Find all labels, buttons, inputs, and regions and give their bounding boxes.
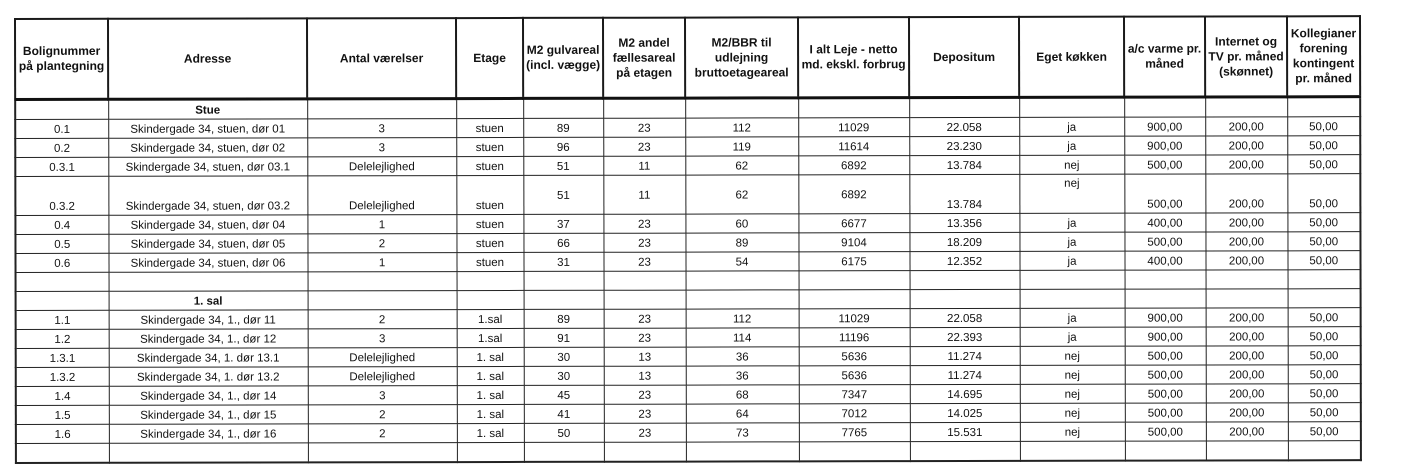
cell-kontingent: 50,00 bbox=[1288, 422, 1361, 441]
cell-antal-vaerelser: 2 bbox=[307, 234, 456, 253]
empty-cell bbox=[524, 442, 604, 462]
cell-eget-koekken: nej bbox=[1020, 422, 1125, 441]
empty-cell bbox=[603, 98, 685, 118]
cell-internet-tv: 200,00 bbox=[1206, 327, 1288, 346]
cell-bolignummer: 1.5 bbox=[16, 405, 109, 424]
cell-m2-gulvareal: 37 bbox=[523, 214, 603, 233]
cell-internet-tv: 200,00 bbox=[1205, 232, 1287, 251]
cell-internet-tv: 200,00 bbox=[1205, 136, 1287, 155]
empty-cell bbox=[16, 272, 109, 291]
empty-cell bbox=[686, 271, 799, 290]
cell-adresse: Skindergade 34, 1., dør 14 bbox=[109, 386, 308, 405]
cell-eget-koekken: ja bbox=[1019, 213, 1124, 232]
header-adresse: Adresse bbox=[108, 18, 307, 99]
cell-depositum: 23.230 bbox=[909, 136, 1019, 155]
cell-m2-faellesareal: 23 bbox=[604, 328, 686, 347]
header-internet-tv: Internet og TV pr. måned (skønnet) bbox=[1205, 16, 1287, 97]
table-body bbox=[15, 97, 1361, 463]
cell-m2-bbr: 114 bbox=[686, 328, 799, 347]
cell-etage: stuen bbox=[456, 175, 523, 214]
cell-internet-tv: 200,00 bbox=[1206, 346, 1288, 365]
cell-m2-faellesareal: 23 bbox=[604, 404, 686, 423]
cell-m2-faellesareal: 23 bbox=[604, 423, 686, 442]
empty-cell bbox=[1288, 289, 1361, 308]
cell-eget-koekken: ja bbox=[1019, 251, 1124, 270]
cell-depositum: 22.393 bbox=[910, 327, 1020, 346]
cell-kontingent: 50,00 bbox=[1288, 384, 1361, 403]
cell-internet-tv: 200,00 bbox=[1205, 174, 1287, 213]
cell-etage: 1.sal bbox=[457, 328, 524, 347]
section-title: 1. sal bbox=[109, 291, 308, 310]
cell-m2-faellesareal: 11 bbox=[603, 175, 685, 214]
cell-bolignummer: 1.1 bbox=[16, 310, 109, 329]
cell-m2-gulvareal: 31 bbox=[523, 252, 603, 271]
cell-bolignummer: 1.3.1 bbox=[16, 348, 109, 367]
header-antal-vaerelser: Antal værelser bbox=[307, 18, 456, 99]
cell-leje-netto: 5636 bbox=[799, 366, 910, 385]
empty-cell bbox=[1206, 441, 1288, 461]
cell-adresse: Skindergade 34, stuen, dør 02 bbox=[108, 138, 307, 157]
cell-adresse: Skindergade 34, stuen, dør 04 bbox=[108, 215, 307, 234]
cell-internet-tv: 200,00 bbox=[1206, 403, 1288, 422]
rental-units-table bbox=[14, 15, 1362, 464]
empty-cell bbox=[308, 443, 457, 463]
header-ac-varme: a/c varme pr. måned bbox=[1124, 17, 1205, 98]
empty-cell bbox=[685, 98, 798, 118]
cell-etage: stuen bbox=[456, 137, 523, 156]
cell-leje-netto: 6892 bbox=[798, 156, 909, 175]
cell-m2-bbr: 60 bbox=[685, 214, 798, 233]
cell-eget-koekken: nej bbox=[1020, 346, 1125, 365]
cell-bolignummer: 1.6 bbox=[16, 424, 109, 443]
cell-m2-faellesareal: 23 bbox=[603, 252, 685, 271]
empty-cell bbox=[1287, 97, 1360, 117]
empty-cell bbox=[1124, 97, 1205, 117]
cell-m2-bbr: 62 bbox=[685, 175, 798, 214]
cell-m2-gulvareal: 51 bbox=[523, 175, 603, 214]
empty-cell bbox=[910, 289, 1020, 308]
header-depositum: Depositum bbox=[909, 17, 1019, 98]
cell-leje-netto: 7012 bbox=[799, 404, 910, 423]
cell-etage: stuen bbox=[456, 252, 523, 271]
header-m2-faellesareal: M2 andel fællesareal på etagen bbox=[603, 18, 685, 99]
cell-m2-faellesareal: 23 bbox=[604, 309, 686, 328]
cell-bolignummer: 0.6 bbox=[15, 253, 108, 272]
cell-adresse: Skindergade 34, 1., dør 12 bbox=[109, 329, 308, 348]
cell-kontingent: 50,00 bbox=[1287, 155, 1360, 174]
section-title: Stue bbox=[108, 99, 307, 119]
cell-depositum: 22.058 bbox=[909, 117, 1019, 136]
cell-internet-tv: 200,00 bbox=[1206, 384, 1288, 403]
cell-m2-bbr: 112 bbox=[686, 309, 799, 328]
cell-eget-koekken: ja bbox=[1020, 327, 1125, 346]
cell-kontingent: 50,00 bbox=[1288, 308, 1361, 327]
empty-cell bbox=[799, 271, 910, 290]
cell-m2-bbr: 36 bbox=[686, 347, 799, 366]
cell-m2-faellesareal: 13 bbox=[604, 347, 686, 366]
cell-depositum: 11.274 bbox=[910, 346, 1020, 365]
cell-ac-varme: 500,00 bbox=[1125, 384, 1206, 403]
empty-cell bbox=[1019, 97, 1124, 117]
cell-m2-gulvareal: 41 bbox=[524, 404, 604, 423]
cell-etage: 1. sal bbox=[457, 347, 524, 366]
cell-ac-varme: 900,00 bbox=[1125, 308, 1206, 327]
empty-cell bbox=[604, 290, 686, 309]
empty-cell bbox=[523, 98, 603, 118]
cell-m2-bbr: 73 bbox=[686, 423, 799, 442]
empty-cell bbox=[604, 442, 686, 462]
cell-antal-vaerelser: 2 bbox=[308, 424, 457, 443]
empty-cell bbox=[910, 441, 1020, 461]
cell-leje-netto: 6892 bbox=[798, 175, 909, 214]
cell-antal-vaerelser: Delelejlighed bbox=[307, 157, 456, 176]
table-row bbox=[15, 174, 1360, 216]
cell-m2-faellesareal: 23 bbox=[603, 214, 685, 233]
cell-antal-vaerelser: 2 bbox=[308, 310, 457, 329]
empty-cell bbox=[109, 443, 308, 463]
cell-bolignummer: 0.1 bbox=[15, 119, 108, 138]
cell-antal-vaerelser: 3 bbox=[307, 138, 456, 157]
empty-cell bbox=[15, 99, 108, 119]
header-row bbox=[15, 16, 1360, 99]
cell-bolignummer: 1.4 bbox=[16, 386, 109, 405]
empty-cell bbox=[308, 291, 457, 310]
cell-internet-tv: 200,00 bbox=[1206, 308, 1288, 327]
empty-cell bbox=[524, 290, 604, 309]
empty-cell bbox=[1206, 289, 1288, 308]
empty-cell bbox=[686, 442, 799, 462]
cell-depositum: 14.025 bbox=[910, 403, 1020, 422]
empty-cell bbox=[686, 290, 799, 309]
empty-cell bbox=[909, 97, 1019, 117]
empty-cell bbox=[1288, 270, 1361, 289]
empty-cell bbox=[524, 271, 604, 290]
cell-eget-koekken: nej bbox=[1020, 403, 1125, 422]
cell-m2-faellesareal: 23 bbox=[603, 137, 685, 156]
cell-m2-faellesareal: 13 bbox=[604, 366, 686, 385]
empty-cell bbox=[604, 271, 686, 290]
cell-m2-gulvareal: 89 bbox=[523, 118, 603, 137]
cell-internet-tv: 200,00 bbox=[1205, 155, 1287, 174]
cell-antal-vaerelser: 3 bbox=[308, 386, 457, 405]
cell-eget-koekken: ja bbox=[1019, 117, 1124, 136]
cell-bolignummer: 1.2 bbox=[16, 329, 109, 348]
cell-depositum: 13.356 bbox=[909, 213, 1019, 232]
cell-etage: 1. sal bbox=[457, 385, 524, 404]
cell-adresse: Skindergade 34, 1. dør 13.1 bbox=[109, 348, 308, 367]
cell-m2-gulvareal: 66 bbox=[523, 233, 603, 252]
empty-row bbox=[16, 441, 1361, 463]
cell-depositum: 18.209 bbox=[909, 232, 1019, 251]
cell-ac-varme: 400,00 bbox=[1124, 251, 1205, 270]
cell-adresse: Skindergade 34, 1., dør 15 bbox=[109, 405, 308, 424]
cell-depositum: 12.352 bbox=[909, 251, 1019, 270]
empty-cell bbox=[1205, 97, 1287, 117]
cell-leje-netto: 11196 bbox=[799, 328, 910, 347]
cell-eget-koekken: nej bbox=[1020, 384, 1125, 403]
cell-eget-koekken: ja bbox=[1019, 136, 1124, 155]
empty-cell bbox=[457, 442, 524, 462]
cell-antal-vaerelser: Delelejlighed bbox=[307, 176, 456, 215]
empty-cell bbox=[308, 272, 457, 291]
cell-kontingent: 50,00 bbox=[1287, 136, 1360, 155]
cell-depositum: 15.531 bbox=[910, 422, 1020, 441]
cell-internet-tv: 200,00 bbox=[1205, 117, 1287, 136]
cell-ac-varme: 900,00 bbox=[1124, 117, 1205, 136]
cell-kontingent: 50,00 bbox=[1287, 174, 1360, 213]
cell-m2-bbr: 119 bbox=[685, 137, 798, 156]
cell-adresse: Skindergade 34, 1., dør 16 bbox=[109, 424, 308, 443]
empty-cell bbox=[1020, 270, 1125, 289]
cell-adresse: Skindergade 34, stuen, dør 03.2 bbox=[108, 176, 307, 215]
cell-m2-bbr: 68 bbox=[686, 385, 799, 404]
cell-etage: 1. sal bbox=[457, 404, 524, 423]
cell-ac-varme: 500,00 bbox=[1125, 422, 1206, 441]
cell-m2-gulvareal: 96 bbox=[523, 137, 603, 156]
cell-bolignummer: 1.3.2 bbox=[16, 367, 109, 386]
empty-cell bbox=[1020, 441, 1125, 461]
empty-cell bbox=[109, 272, 308, 291]
cell-ac-varme: 500,00 bbox=[1124, 232, 1205, 251]
empty-cell bbox=[457, 290, 524, 309]
cell-eget-koekken: ja bbox=[1019, 232, 1124, 251]
cell-leje-netto: 11029 bbox=[798, 118, 909, 137]
cell-ac-varme: 500,00 bbox=[1125, 365, 1206, 384]
cell-internet-tv: 200,00 bbox=[1206, 365, 1288, 384]
header-kontingent: Kollegianer forening kontingent pr. måned bbox=[1287, 16, 1360, 97]
header-leje-netto: I alt Leje - netto md. ekskl. forbrug bbox=[798, 17, 909, 98]
empty-cell bbox=[1125, 289, 1206, 308]
cell-bolignummer: 0.3.2 bbox=[15, 176, 108, 215]
cell-ac-varme: 500,00 bbox=[1124, 155, 1205, 174]
empty-cell bbox=[1125, 441, 1206, 461]
cell-m2-faellesareal: 11 bbox=[603, 156, 685, 175]
cell-eget-koekken: nej bbox=[1020, 365, 1125, 384]
cell-leje-netto: 11614 bbox=[798, 137, 909, 156]
cell-m2-faellesareal: 23 bbox=[603, 118, 685, 137]
cell-ac-varme: 500,00 bbox=[1125, 346, 1206, 365]
cell-kontingent: 50,00 bbox=[1288, 365, 1361, 384]
cell-ac-varme: 400,00 bbox=[1124, 213, 1205, 232]
cell-adresse: Skindergade 34, stuen, dør 06 bbox=[108, 253, 307, 272]
header-eget-koekken: Eget køkken bbox=[1019, 17, 1124, 98]
cell-antal-vaerelser: 2 bbox=[308, 405, 457, 424]
cell-m2-gulvareal: 91 bbox=[524, 328, 604, 347]
cell-leje-netto: 6677 bbox=[798, 214, 909, 233]
cell-kontingent: 50,00 bbox=[1287, 117, 1360, 136]
empty-cell bbox=[799, 290, 910, 309]
empty-cell bbox=[798, 98, 909, 118]
cell-antal-vaerelser: Delelejlighed bbox=[308, 348, 457, 367]
empty-cell bbox=[1206, 270, 1288, 289]
cell-m2-gulvareal: 45 bbox=[524, 385, 604, 404]
cell-ac-varme: 500,00 bbox=[1125, 403, 1206, 422]
empty-cell bbox=[799, 442, 910, 462]
cell-leje-netto: 7765 bbox=[799, 423, 910, 442]
empty-cell bbox=[456, 98, 523, 118]
cell-antal-vaerelser: 3 bbox=[307, 119, 456, 138]
cell-ac-varme: 500,00 bbox=[1124, 174, 1205, 213]
cell-etage: 1. sal bbox=[457, 423, 524, 442]
cell-bolignummer: 0.2 bbox=[15, 138, 108, 157]
header-etage: Etage bbox=[456, 18, 523, 99]
cell-etage: stuen bbox=[456, 118, 523, 137]
cell-adresse: Skindergade 34, 1. dør 13.2 bbox=[109, 367, 308, 386]
cell-m2-gulvareal: 89 bbox=[524, 309, 604, 328]
empty-cell bbox=[910, 270, 1020, 289]
cell-depositum: 13.784 bbox=[909, 155, 1019, 174]
cell-kontingent: 50,00 bbox=[1288, 327, 1361, 346]
cell-antal-vaerelser: 1 bbox=[307, 215, 456, 234]
cell-bolignummer: 0.3.1 bbox=[15, 157, 108, 176]
empty-cell bbox=[307, 99, 456, 119]
cell-kontingent: 50,00 bbox=[1288, 346, 1361, 365]
cell-leje-netto: 11029 bbox=[799, 309, 910, 328]
empty-cell bbox=[16, 443, 109, 463]
cell-antal-vaerelser: Delelejlighed bbox=[308, 367, 457, 386]
cell-m2-bbr: 62 bbox=[685, 156, 798, 175]
cell-eget-koekken: ja bbox=[1020, 308, 1125, 327]
cell-adresse: Skindergade 34, stuen, dør 03.1 bbox=[108, 157, 307, 176]
cell-adresse: Skindergade 34, stuen, dør 01 bbox=[108, 119, 307, 138]
cell-etage: 1. sal bbox=[457, 366, 524, 385]
cell-eget-koekken: nej bbox=[1019, 155, 1124, 174]
cell-m2-bbr: 89 bbox=[685, 233, 798, 252]
cell-antal-vaerelser: 1 bbox=[307, 253, 456, 272]
header-bolignummer: Bolignummer på plantegning bbox=[15, 19, 108, 100]
header-m2-bbr: M2/BBR til udlejning bruttoetageareal bbox=[685, 17, 798, 98]
cell-bolignummer: 0.5 bbox=[15, 234, 108, 253]
cell-depositum: 13.784 bbox=[909, 174, 1019, 213]
cell-internet-tv: 200,00 bbox=[1206, 422, 1288, 441]
cell-m2-faellesareal: 23 bbox=[603, 233, 685, 252]
section-row bbox=[15, 97, 1360, 120]
cell-kontingent: 50,00 bbox=[1287, 251, 1360, 270]
cell-leje-netto: 6175 bbox=[798, 252, 909, 271]
cell-adresse: Skindergade 34, 1., dør 11 bbox=[109, 310, 308, 329]
cell-leje-netto: 7347 bbox=[799, 385, 910, 404]
cell-leje-netto: 9104 bbox=[798, 233, 909, 252]
cell-kontingent: 50,00 bbox=[1288, 403, 1361, 422]
cell-ac-varme: 900,00 bbox=[1124, 136, 1205, 155]
cell-etage: stuen bbox=[456, 156, 523, 175]
cell-eget-koekken: nej bbox=[1019, 174, 1124, 213]
cell-m2-faellesareal: 23 bbox=[604, 385, 686, 404]
rental-units-sheet bbox=[14, 15, 1362, 464]
empty-cell bbox=[16, 291, 109, 310]
cell-m2-bbr: 36 bbox=[686, 366, 799, 385]
cell-adresse: Skindergade 34, stuen, dør 05 bbox=[108, 234, 307, 253]
empty-cell bbox=[1125, 270, 1206, 289]
cell-depositum: 22.058 bbox=[910, 308, 1020, 327]
cell-depositum: 11.274 bbox=[910, 365, 1020, 384]
cell-m2-gulvareal: 50 bbox=[524, 423, 604, 442]
cell-etage: stuen bbox=[456, 233, 523, 252]
header-m2-gulvareal: M2 gulvareal (incl. vægge) bbox=[523, 18, 603, 99]
cell-etage: stuen bbox=[456, 214, 523, 233]
cell-kontingent: 50,00 bbox=[1287, 213, 1360, 232]
cell-m2-bbr: 54 bbox=[685, 252, 798, 271]
cell-etage: 1.sal bbox=[457, 309, 524, 328]
cell-depositum: 14.695 bbox=[910, 384, 1020, 403]
cell-leje-netto: 5636 bbox=[799, 347, 910, 366]
cell-internet-tv: 200,00 bbox=[1205, 213, 1287, 232]
cell-m2-bbr: 112 bbox=[685, 118, 798, 137]
cell-kontingent: 50,00 bbox=[1287, 232, 1360, 251]
empty-cell bbox=[1288, 441, 1361, 461]
cell-m2-gulvareal: 30 bbox=[524, 366, 604, 385]
cell-bolignummer: 0.4 bbox=[15, 215, 108, 234]
empty-cell bbox=[1020, 289, 1125, 308]
empty-cell bbox=[457, 271, 524, 290]
cell-m2-gulvareal: 51 bbox=[523, 156, 603, 175]
cell-m2-gulvareal: 30 bbox=[524, 347, 604, 366]
cell-internet-tv: 200,00 bbox=[1205, 251, 1287, 270]
cell-ac-varme: 900,00 bbox=[1125, 327, 1206, 346]
cell-m2-bbr: 64 bbox=[686, 404, 799, 423]
cell-antal-vaerelser: 3 bbox=[308, 329, 457, 348]
